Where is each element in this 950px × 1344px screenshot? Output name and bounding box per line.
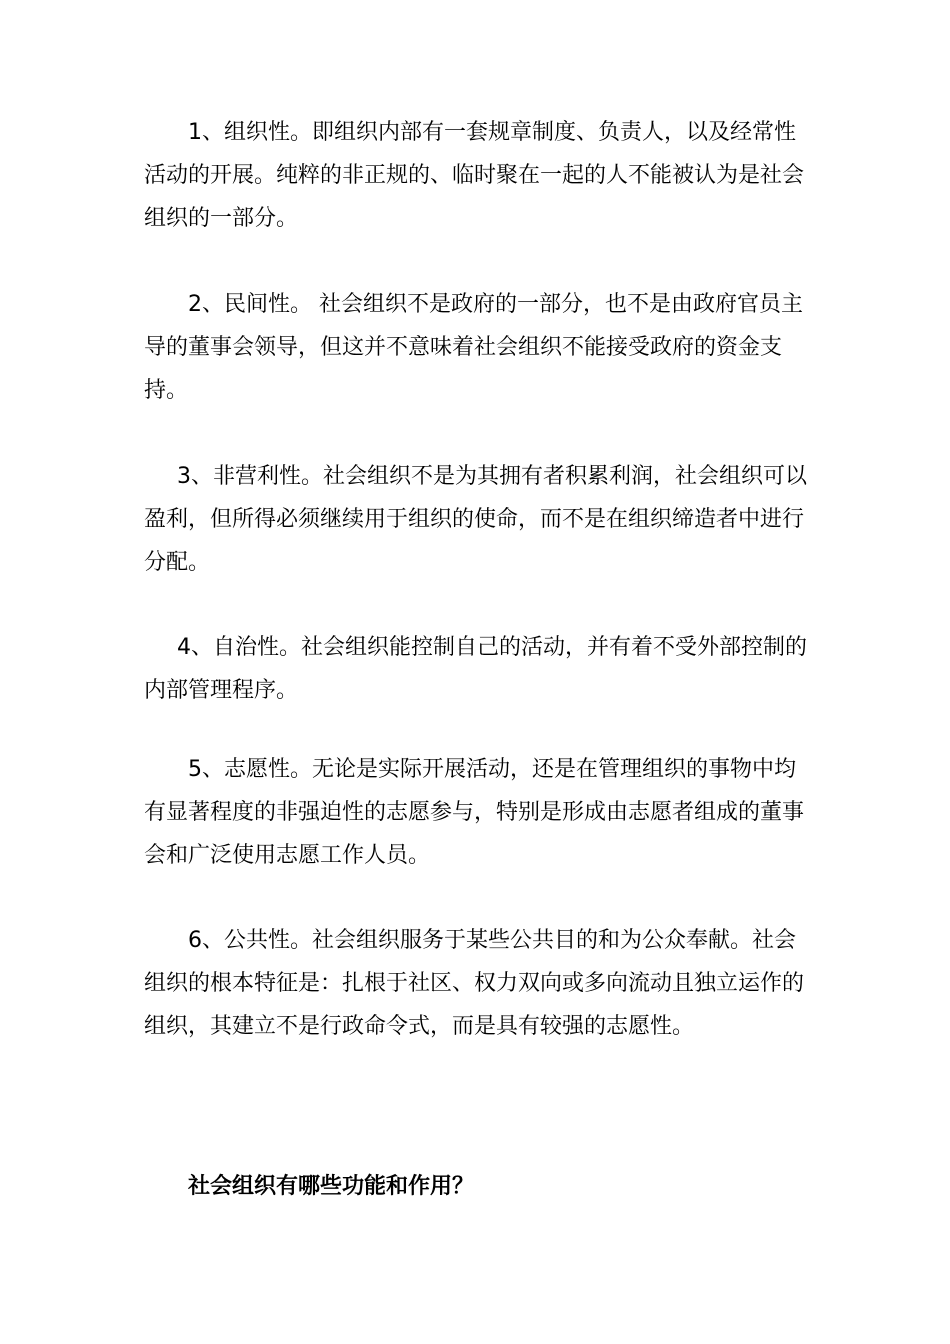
paragraph-nonprofit: 3、非营利性。社会组织不是为其拥有者积累利润，社会组织可以盈利，但所得必须继续用于组织的使命，而不是在组织缔造者中进行分配。 xyxy=(144,464,807,575)
paragraph-voluntary: 5、志愿性。无论是实际开展活动，还是在管理组织的事物中均有显著程度的非强迫性的志愿参与，特别是形成由志愿者组成的董事会和广泛使用志愿工作人员。 xyxy=(144,757,805,868)
paragraph-autonomy: 4、自治性。社会组织能控制自己的活动，并有着不受外部控制的内部管理程序。 xyxy=(144,635,807,703)
paragraph-organization: 1、组织性。即组织内部有一套规章制度、负责人，以及经常性活动的开展。纯粹的非正规的、临时聚在一起的人不能被认为是社会组织的一部分。 xyxy=(144,120,805,231)
paragraph-nongovernmental: 2、民间性。 社会组织不是政府的一部分，也不是由政府官员主导的董事会领导，但这并不意味着社会组织不能接受政府的资金支持。 xyxy=(144,292,803,403)
paragraph-public: 6、公共性。社会组织服务于某些公共目的和为公众奉献。社会组织的根本特征是：扎根于社区、权力双向或多向流动且独立运作的组织，其建立不是行政命令式，而是具有较强的志愿性。 xyxy=(144,928,805,1039)
section-heading: 社会组织有哪些功能和作用？ xyxy=(188,1174,475,1199)
